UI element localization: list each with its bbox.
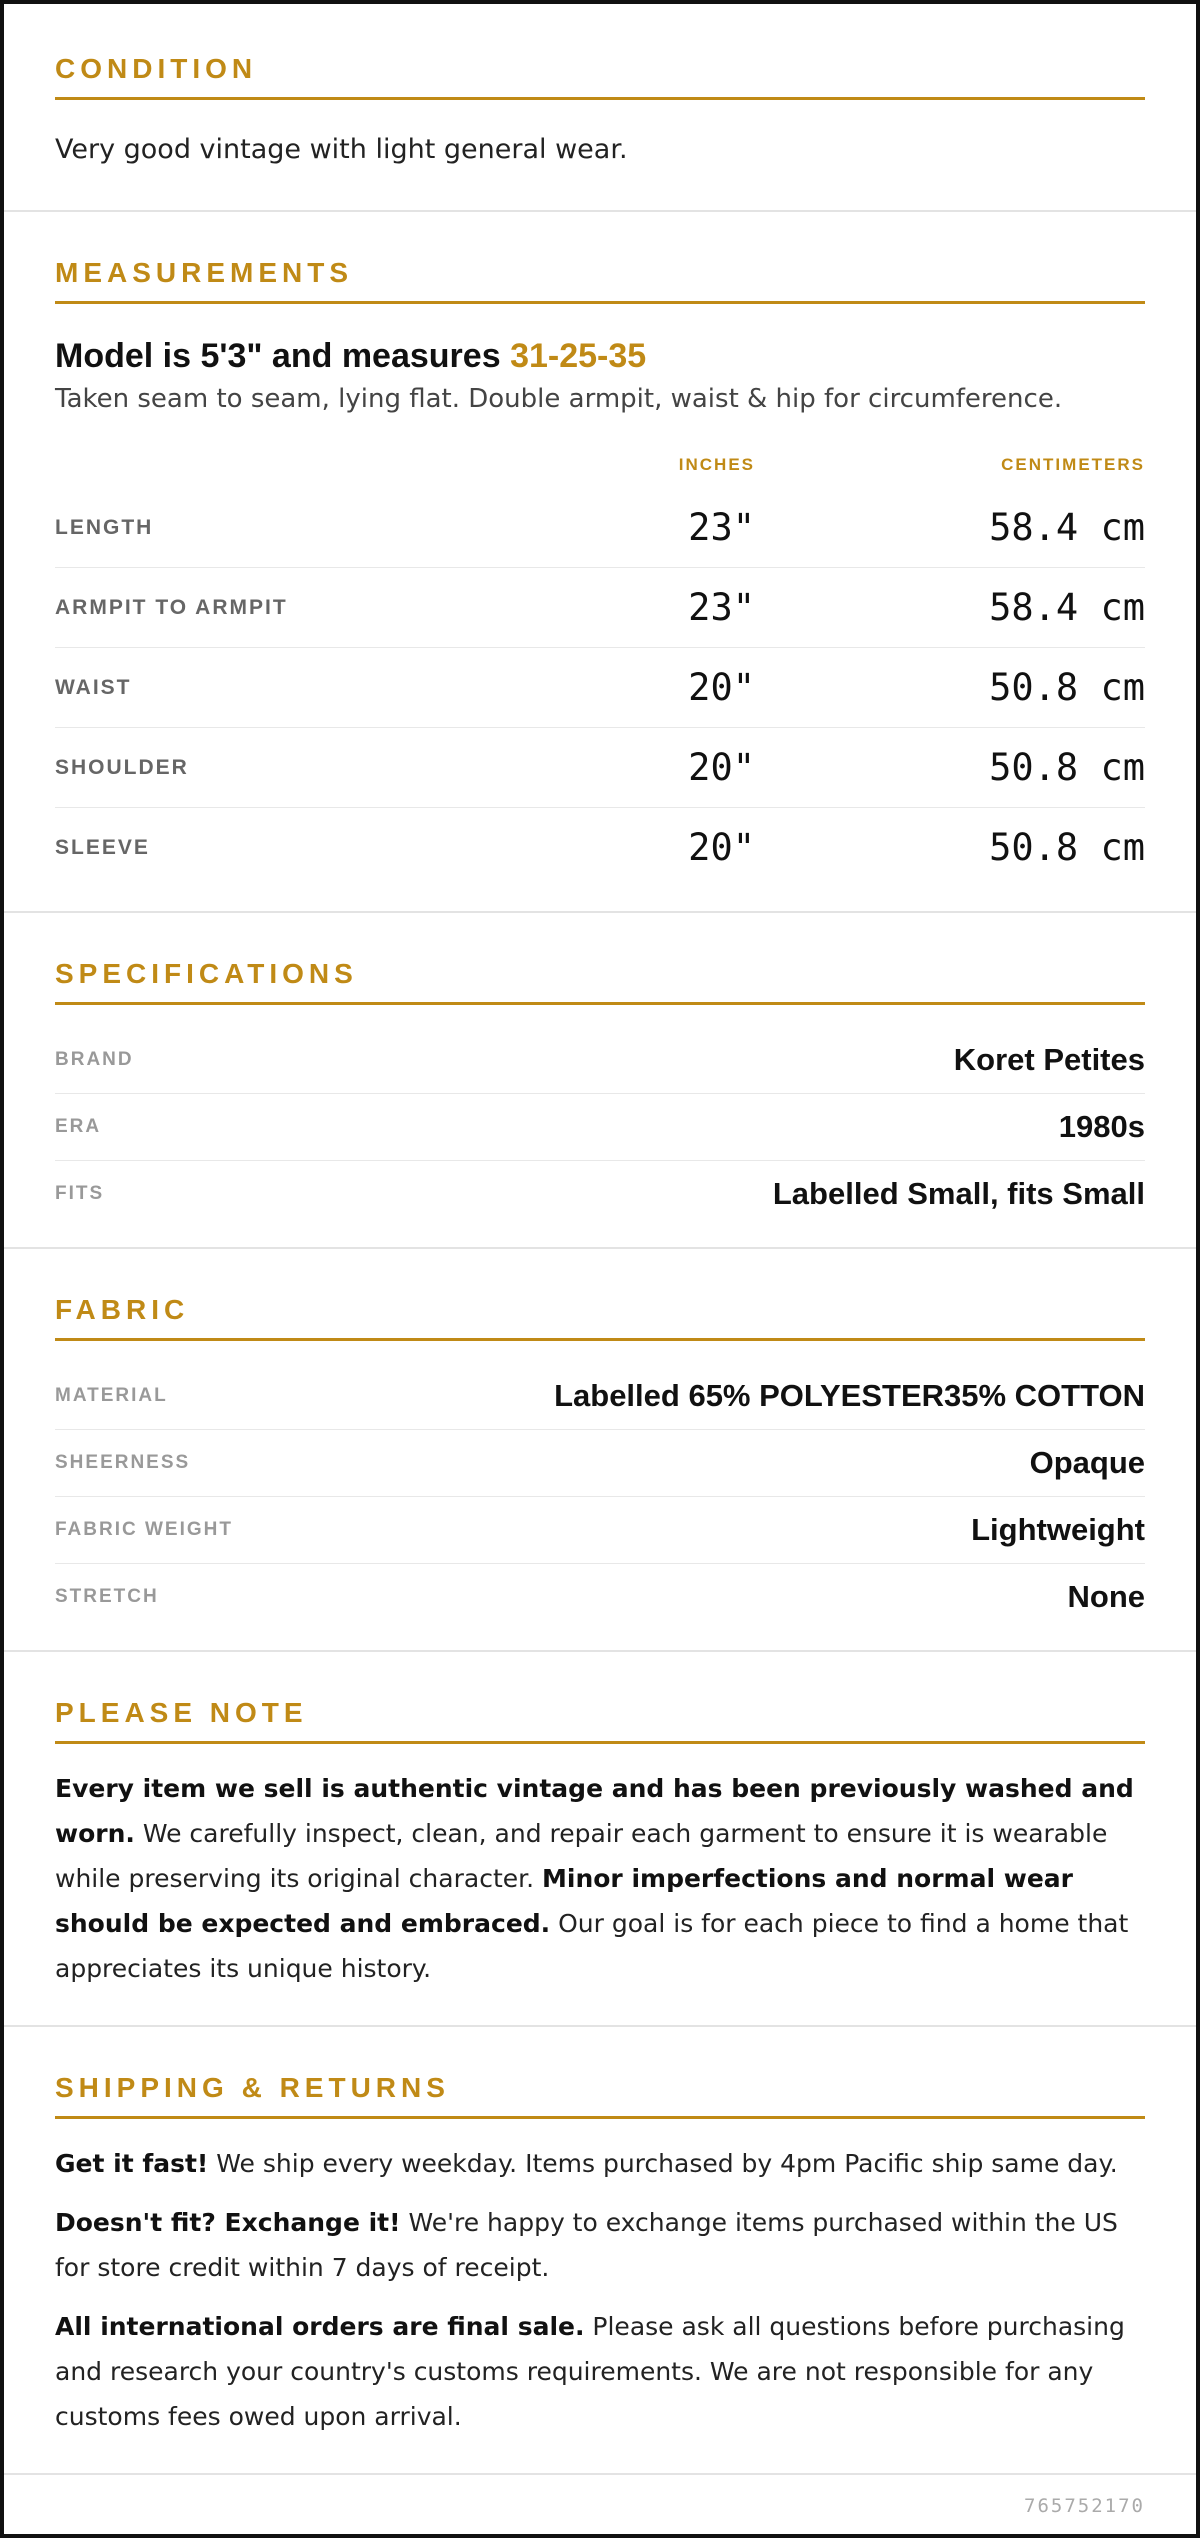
please-note-title-rule	[55, 1741, 1145, 1744]
note-text-1: We carefully inspect, clean, and repair each garment to ensure it is wearable while preserving its original character.	[55, 1819, 1108, 1893]
spec-value: 1980s	[1058, 1109, 1145, 1144]
shipping-text-1: We ship every weekday. Items purchased by 4pm Pacific ship same day.	[208, 2149, 1118, 2178]
measurement-inches: 20"	[688, 746, 755, 789]
shipping-paragraph-1	[55, 2141, 1145, 2186]
measurement-row-shoulder	[55, 728, 1145, 808]
spec-label: FITS	[55, 1183, 105, 1204]
note-bold-2: Minor imperfections and normal wear should be expected and embraced.	[55, 1864, 1073, 1938]
inches-column-header: INCHES	[678, 455, 755, 474]
fabric-row-weight	[55, 1497, 1145, 1564]
measurement-inches: 20"	[688, 666, 755, 709]
note-text-2: Our goal is for each piece to find a home that appreciates its unique history.	[55, 1909, 1129, 1983]
shipping-paragraph-3	[55, 2304, 1145, 2439]
spec-label: BRAND	[55, 1049, 134, 1070]
model-prefix: Model is 5'3" and measures	[55, 337, 511, 375]
spec-value: Labelled 65% POLYESTER35% COTTON	[554, 1378, 1145, 1413]
measurements-heading	[55, 252, 1145, 304]
specifications-title-rule	[55, 1002, 1145, 1005]
specifications-table	[55, 1027, 1145, 1227]
condition-title-rule	[55, 97, 1145, 100]
measurement-label: WAIST	[55, 675, 132, 699]
shipping-section	[4, 2027, 1196, 2475]
spec-value: None	[1067, 1579, 1145, 1614]
shipping-text	[55, 2141, 1145, 2439]
spec-label: MATERIAL	[55, 1385, 168, 1406]
model-measures: 31-25-35	[510, 337, 647, 375]
fabric-heading	[55, 1289, 1145, 1341]
shipping-title: SHIPPING & RETURNS	[55, 2072, 450, 2103]
fabric-title: FABRIC	[55, 1294, 190, 1325]
spec-value: Lightweight	[971, 1512, 1145, 1547]
measurement-row-sleeve	[55, 808, 1145, 887]
shipping-bold-3: All international orders are final sale.	[55, 2312, 585, 2341]
shipping-text-2: We're happy to exchange items purchased within the US for store credit within 7 days of receipt.	[55, 2208, 1118, 2282]
shipping-bold-1: Get it fast!	[55, 2149, 209, 2178]
measurement-cm: 50.8 cm	[989, 666, 1145, 709]
shipping-text-3: Please ask all questions before purchasing and research your country's customs requirements. We are not responsible for any customs fees owed upon arrival.	[55, 2312, 1125, 2431]
measurement-cm: 50.8 cm	[989, 746, 1145, 789]
condition-text: Very good vintage with light general wear.	[55, 134, 628, 165]
spec-label: STRETCH	[55, 1586, 159, 1607]
product-id-footer	[4, 2475, 1196, 2517]
measurement-label: SHOULDER	[55, 755, 189, 779]
measurements-table	[55, 488, 1145, 887]
product-id: 765752170	[1024, 2495, 1145, 2517]
fabric-section	[4, 1249, 1196, 1652]
condition-section	[4, 4, 1196, 212]
measurements-subtitle: Taken seam to seam, lying flat. Double armpit, waist & hip for circumference.	[55, 384, 1063, 414]
spec-value: Koret Petites	[953, 1042, 1145, 1077]
spec-label: SHEERNESS	[55, 1452, 191, 1473]
centimeters-column-header: CENTIMETERS	[1001, 455, 1145, 474]
measurement-cm: 50.8 cm	[989, 826, 1145, 869]
measurement-cm: 58.4 cm	[989, 586, 1145, 629]
specifications-heading	[55, 953, 1145, 1005]
measurement-inches: 23"	[688, 506, 755, 549]
measurement-label: LENGTH	[55, 515, 154, 539]
measurement-inches: 23"	[688, 586, 755, 629]
fabric-title-rule	[55, 1338, 1145, 1341]
measurement-cm: 58.4 cm	[989, 506, 1145, 549]
condition-heading	[55, 48, 1145, 100]
measurement-label: ARMPIT TO ARMPIT	[55, 595, 288, 619]
shipping-title-rule	[55, 2116, 1145, 2119]
shipping-paragraph-2	[55, 2200, 1145, 2290]
spec-label: FABRIC WEIGHT	[55, 1519, 233, 1540]
fabric-row-sheerness	[55, 1430, 1145, 1497]
please-note-text	[55, 1766, 1145, 1991]
fabric-row-material	[55, 1363, 1145, 1430]
condition-title: CONDITION	[55, 53, 258, 84]
please-note-section	[4, 1652, 1196, 2027]
note-bold-1: Every item we sell is authentic vintage and has been previously washed and worn.	[55, 1774, 1134, 1848]
spec-value: Labelled Small, fits Small	[772, 1176, 1145, 1211]
measurements-header-row	[55, 452, 1145, 478]
measurement-row-length	[55, 488, 1145, 568]
measurements-title-rule	[55, 301, 1145, 304]
please-note-title: PLEASE NOTE	[55, 1697, 308, 1728]
measurements-title: MEASUREMENTS	[55, 257, 354, 288]
model-info	[55, 336, 1145, 376]
shipping-bold-2: Doesn't fit? Exchange it!	[55, 2208, 401, 2237]
measurement-row-waist	[55, 648, 1145, 728]
spec-label: ERA	[55, 1116, 102, 1137]
fabric-row-stretch	[55, 1564, 1145, 1630]
please-note-heading	[55, 1692, 1145, 1744]
measurement-inches: 20"	[688, 826, 755, 869]
spec-row-fits	[55, 1161, 1145, 1227]
measurement-label: SLEEVE	[55, 835, 150, 859]
spec-value: Opaque	[1029, 1445, 1145, 1480]
specifications-title: SPECIFICATIONS	[55, 958, 358, 989]
specifications-section	[4, 913, 1196, 1249]
spec-row-brand	[55, 1027, 1145, 1094]
shipping-heading	[55, 2067, 1145, 2119]
measurement-row-armpit	[55, 568, 1145, 648]
fabric-table	[55, 1363, 1145, 1630]
measurements-section	[4, 212, 1196, 913]
spec-row-era	[55, 1094, 1145, 1161]
